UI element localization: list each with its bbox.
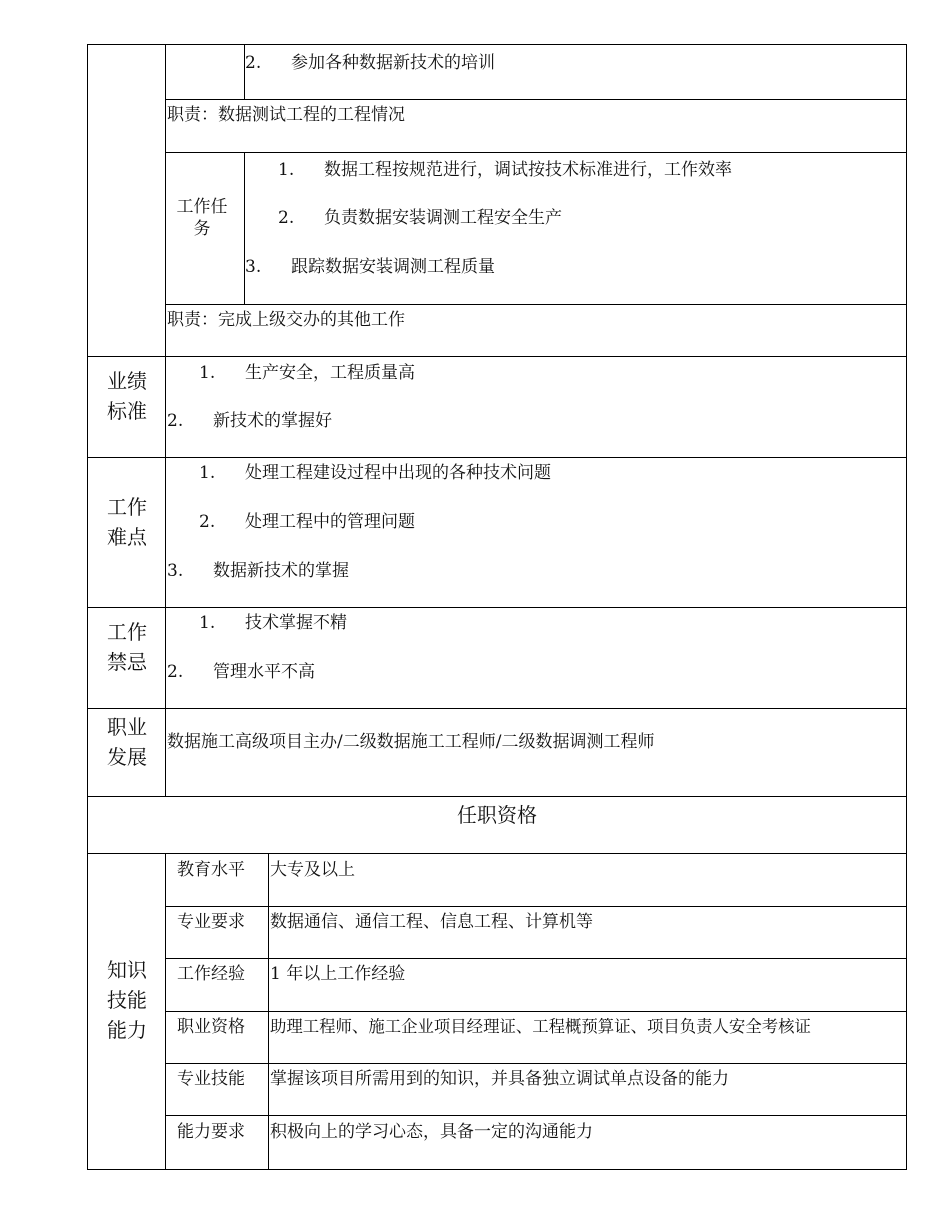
- qual-row-value: 助理工程师、施工企业项目经理证、工程概预算证、项目负责人安全考核证: [270, 1017, 811, 1036]
- task-item: 1. 数据工程按规范进行，调试按技术标准进行，工作效率: [278, 160, 732, 180]
- list-item: 1. 生产安全，工程质量高: [199, 363, 415, 383]
- list-item: 2. 管理水平不高: [167, 662, 315, 682]
- qualifications-label: 知识技能能力: [107, 958, 147, 1042]
- performance-label: 业绩标准: [107, 369, 147, 423]
- qual-row-name: 教育水平: [177, 860, 245, 880]
- qual-row-name: 工作经验: [177, 964, 245, 984]
- divider: [165, 906, 907, 907]
- task-item: 2. 参加各种数据新技术的培训: [245, 53, 495, 73]
- divider: [165, 304, 907, 305]
- qual-row-name: 专业技能: [177, 1069, 245, 1089]
- qual-row-value: 大专及以上: [270, 860, 355, 880]
- qual-row-name: 职业资格: [177, 1017, 245, 1037]
- divider: [87, 457, 907, 458]
- duty-text: 职责：完成上级交办的其他工作: [167, 310, 405, 330]
- divider: [165, 1063, 907, 1064]
- difficulties-label: 工作难点: [107, 495, 147, 549]
- qual-row-value: 1 年以上工作经验: [270, 964, 406, 984]
- qual-row-value: 积极向上的学习心态，具备一定的沟通能力: [270, 1122, 593, 1142]
- divider: [165, 152, 907, 153]
- taboos-label: 工作禁忌: [107, 620, 147, 674]
- divider: [165, 1115, 907, 1116]
- career-text: 数据施工高级项目主办/二级数据施工工程师/二级数据调测工程师: [167, 732, 655, 752]
- qual-row-value: 掌握该项目所需用到的知识，并具备独立调试单点设备的能力: [270, 1069, 729, 1089]
- divider: [87, 607, 907, 608]
- task-item: 2. 负责数据安装调测工程安全生产: [278, 208, 562, 228]
- divider: [87, 853, 907, 854]
- qual-row-value: 数据通信、通信工程、信息工程、计算机等: [270, 912, 593, 932]
- task-item: 3. 跟踪数据安装调测工程质量: [245, 257, 495, 277]
- duty-text: 职责：数据测试工程的工程情况: [167, 105, 405, 125]
- list-item: 2. 新技术的掌握好: [167, 411, 332, 431]
- qualifications-title: 任职资格: [457, 803, 537, 827]
- career-label: 职业发展: [107, 715, 147, 769]
- divider: [165, 1011, 907, 1012]
- divider: [165, 99, 907, 100]
- list-item: 1. 技术掌握不精: [199, 613, 347, 633]
- qual-row-name: 能力要求: [177, 1122, 245, 1142]
- list-item: 3. 数据新技术的掌握: [167, 561, 349, 581]
- divider: [87, 356, 907, 357]
- task-label: 工作任务: [176, 197, 228, 239]
- divider: [87, 796, 907, 797]
- task-column-divider-mid: [244, 152, 245, 304]
- qual-row-name: 专业要求: [177, 912, 245, 932]
- list-item: 2. 处理工程中的管理问题: [199, 512, 415, 532]
- divider: [87, 708, 907, 709]
- list-item: 1. 处理工程建设过程中出现的各种技术问题: [199, 463, 551, 483]
- divider: [165, 958, 907, 959]
- left-column-divider: [165, 44, 166, 797]
